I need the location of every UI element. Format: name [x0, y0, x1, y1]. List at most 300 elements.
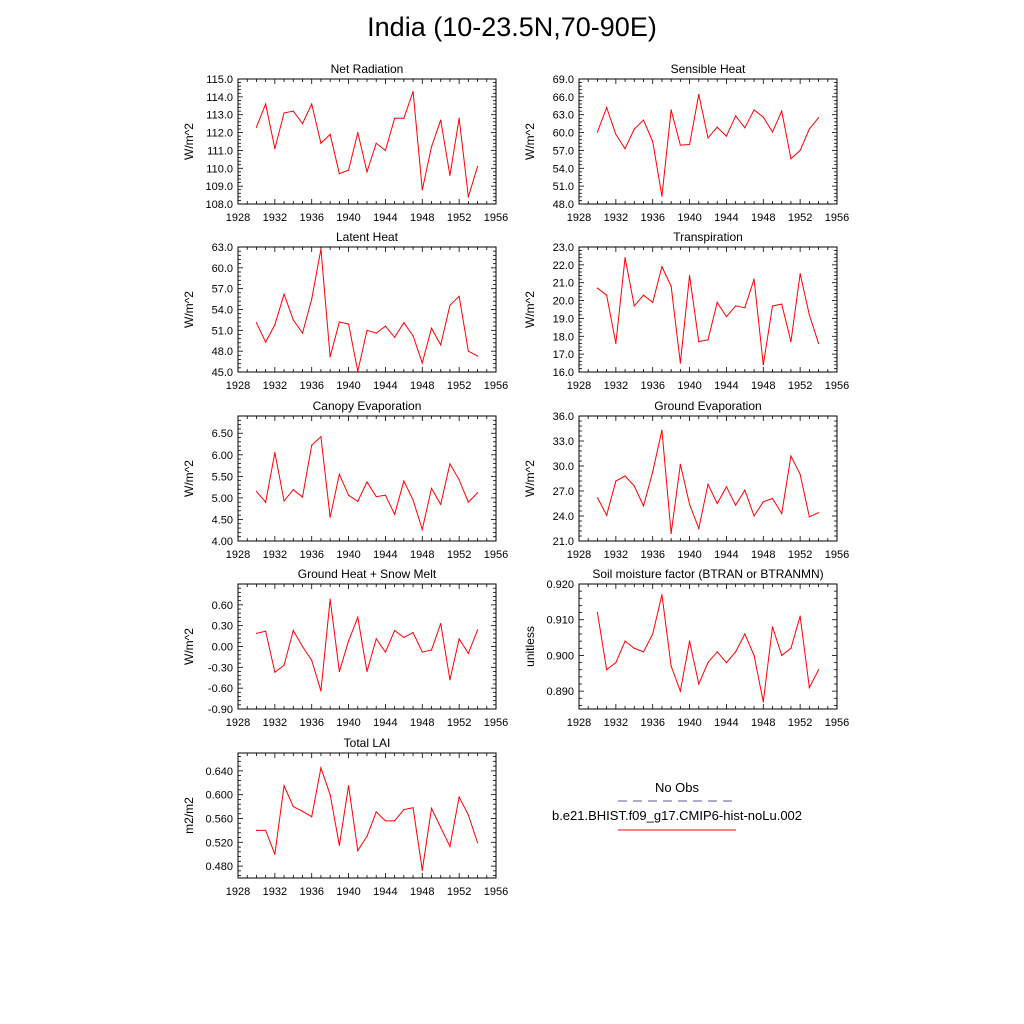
data-point — [394, 514, 395, 515]
panel-title: Canopy Evaporation — [312, 399, 422, 413]
y-tick-label: 6.00 — [211, 449, 233, 462]
data-point — [652, 633, 653, 634]
series-line — [597, 94, 818, 196]
data-point — [376, 638, 377, 639]
y-tick-label: 16.0 — [552, 367, 574, 379]
data-point — [330, 517, 331, 518]
data-point — [311, 816, 312, 817]
data-point — [403, 118, 404, 119]
x-tick-label: 1932 — [262, 886, 288, 898]
data-point — [606, 107, 607, 108]
x-tick-label: 1956 — [483, 886, 509, 898]
plot-frame — [579, 416, 837, 541]
panel-title: Soil moisture factor (BTRAN or BTRANMN) — [592, 567, 824, 581]
y-axis-label: W/m^2 — [523, 460, 537, 497]
x-tick-label: 1932 — [603, 212, 629, 224]
data-point — [800, 474, 801, 475]
data-point — [753, 109, 754, 110]
data-point — [689, 144, 690, 145]
plot-frame — [579, 79, 837, 204]
data-point — [403, 637, 404, 638]
plot-frame — [238, 416, 496, 541]
data-point — [385, 326, 386, 327]
x-tick-label: 1948 — [751, 380, 776, 392]
x-tick-label: 1928 — [225, 380, 251, 392]
x-tick-label: 1936 — [640, 212, 665, 224]
y-axis-label: m2/m2 — [182, 797, 196, 834]
data-point — [707, 484, 708, 485]
data-point — [311, 298, 312, 299]
data-point — [698, 683, 699, 684]
data-point — [717, 302, 718, 303]
x-tick-label: 1956 — [824, 380, 850, 392]
data-point — [348, 323, 349, 324]
y-axis-label: W/m^2 — [182, 123, 196, 160]
y-tick-label: 66.0 — [552, 91, 574, 104]
data-point — [394, 118, 395, 119]
x-tick-label: 1936 — [640, 717, 665, 729]
x-tick-label: 1948 — [751, 212, 776, 224]
data-point — [597, 497, 598, 498]
data-point — [385, 150, 386, 151]
data-point — [385, 820, 386, 821]
data-point — [320, 143, 321, 144]
y-tick-label: 0.00 — [211, 641, 233, 654]
x-tick-label: 1944 — [714, 380, 739, 392]
data-point — [366, 481, 367, 482]
data-point — [449, 175, 450, 176]
data-point — [818, 117, 819, 118]
panel-title: Sensible Heat — [670, 62, 746, 76]
data-point — [283, 112, 284, 113]
data-point — [265, 342, 266, 343]
y-tick-label: 27.0 — [552, 486, 574, 498]
x-tick-label: 1940 — [336, 886, 361, 898]
data-point — [274, 854, 275, 855]
x-tick-label: 1952 — [446, 212, 472, 224]
y-tick-label: 51.0 — [211, 325, 233, 338]
y-tick-label: 60.0 — [552, 127, 574, 140]
x-tick-label: 1952 — [446, 380, 472, 392]
legend — [552, 780, 802, 830]
data-point — [302, 811, 303, 812]
data-point — [735, 651, 736, 652]
series-line — [256, 437, 477, 530]
x-tick-label: 1936 — [640, 549, 665, 561]
x-tick-label: 1936 — [299, 717, 324, 729]
x-tick-label: 1940 — [677, 380, 702, 392]
y-tick-label: 115.0 — [206, 74, 233, 86]
data-point — [256, 491, 257, 492]
y-axis-label: W/m^2 — [182, 291, 196, 328]
data-point — [274, 148, 275, 149]
data-point — [753, 515, 754, 516]
y-tick-label: 36.0 — [552, 411, 574, 423]
data-point — [422, 189, 423, 190]
y-tick-label: 69.0 — [552, 74, 574, 86]
x-tick-label: 1932 — [262, 549, 288, 561]
data-point — [781, 111, 782, 112]
x-tick-label: 1940 — [677, 212, 702, 224]
x-tick-label: 1944 — [714, 549, 739, 561]
data-point — [339, 321, 340, 322]
y-tick-label: 0.560 — [205, 813, 233, 826]
data-point — [320, 767, 321, 768]
data-point — [449, 846, 450, 847]
data-point — [717, 503, 718, 504]
y-tick-label: 113.0 — [206, 109, 233, 122]
data-point — [689, 275, 690, 276]
data-point — [412, 807, 413, 808]
x-tick-label: 1948 — [410, 549, 435, 561]
x-tick-label: 1948 — [751, 549, 776, 561]
data-point — [477, 492, 478, 493]
data-point — [274, 452, 275, 453]
series-line — [256, 768, 477, 870]
x-tick-label: 1944 — [373, 380, 398, 392]
data-point — [330, 599, 331, 600]
data-point — [394, 337, 395, 338]
y-tick-label: 0.480 — [205, 861, 233, 874]
x-tick-label: 1952 — [787, 380, 813, 392]
data-point — [634, 305, 635, 306]
data-point — [689, 504, 690, 505]
y-axis-label: W/m^2 — [523, 123, 537, 160]
data-point — [403, 809, 404, 810]
y-tick-label: -0.90 — [207, 704, 233, 716]
series-line — [597, 258, 818, 365]
y-tick-label: 63.0 — [552, 109, 574, 122]
y-tick-label: 45.0 — [211, 367, 233, 379]
data-point — [376, 143, 377, 144]
data-point — [330, 134, 331, 135]
data-point — [293, 111, 294, 112]
panel-4 — [182, 399, 508, 561]
panel-title: Ground Evaporation — [654, 399, 762, 413]
y-tick-label: 24.0 — [552, 511, 574, 523]
data-point — [634, 128, 635, 129]
data-point — [302, 646, 303, 647]
data-point — [477, 842, 478, 843]
legend-obs-label: No Obs — [654, 780, 700, 795]
data-point — [283, 785, 284, 786]
y-tick-label: 54.0 — [211, 304, 233, 317]
y-tick-label: 109.0 — [205, 181, 233, 194]
x-tick-label: 1932 — [262, 717, 288, 729]
data-point — [707, 662, 708, 663]
data-point — [394, 820, 395, 821]
panel-6 — [182, 567, 508, 729]
data-point — [265, 103, 266, 104]
data-point — [440, 344, 441, 345]
plot-frame — [238, 247, 496, 372]
x-tick-label: 1956 — [824, 212, 850, 224]
data-point — [293, 319, 294, 320]
x-tick-label: 1932 — [603, 549, 629, 561]
data-point — [597, 287, 598, 288]
data-point — [311, 660, 312, 661]
data-point — [744, 307, 745, 308]
data-point — [320, 436, 321, 437]
x-tick-label: 1936 — [640, 380, 665, 392]
x-tick-label: 1928 — [225, 886, 251, 898]
data-point — [348, 640, 349, 641]
x-tick-label: 1940 — [336, 212, 361, 224]
x-tick-label: 1956 — [824, 549, 850, 561]
data-point — [680, 691, 681, 692]
y-tick-label: -0.30 — [207, 662, 233, 675]
data-point — [643, 651, 644, 652]
data-point — [293, 489, 294, 490]
data-point — [376, 811, 377, 812]
data-point — [652, 302, 653, 303]
data-point — [624, 148, 625, 149]
data-point — [459, 296, 460, 297]
data-point — [643, 505, 644, 506]
y-tick-label: 21.0 — [552, 277, 574, 290]
data-point — [366, 171, 367, 172]
y-tick-label: 19.0 — [552, 313, 574, 326]
data-point — [348, 785, 349, 786]
data-point — [449, 305, 450, 306]
plot-frame — [579, 247, 837, 372]
data-point — [772, 305, 773, 306]
panel-5 — [523, 399, 849, 561]
data-point — [477, 355, 478, 356]
y-tick-label: 54.0 — [552, 163, 574, 176]
x-tick-label: 1928 — [566, 549, 592, 561]
data-point — [772, 131, 773, 132]
data-point — [274, 672, 275, 673]
data-point — [717, 127, 718, 128]
y-tick-label: 114.0 — [206, 91, 233, 104]
data-point — [385, 651, 386, 652]
data-point — [717, 651, 718, 652]
data-point — [744, 127, 745, 128]
data-point — [818, 343, 819, 344]
series-line — [256, 92, 477, 197]
data-point — [256, 127, 257, 128]
data-point — [781, 304, 782, 305]
data-point — [330, 794, 331, 795]
data-point — [818, 512, 819, 513]
data-point — [449, 679, 450, 680]
data-point — [707, 339, 708, 340]
data-point — [477, 629, 478, 630]
data-point — [615, 480, 616, 481]
x-tick-label: 1936 — [299, 549, 324, 561]
data-point — [698, 528, 699, 529]
y-axis-label: W/m^2 — [523, 291, 537, 328]
x-tick-label: 1940 — [336, 717, 361, 729]
x-tick-label: 1928 — [225, 212, 251, 224]
data-point — [597, 131, 598, 132]
data-point — [394, 630, 395, 631]
data-point — [422, 870, 423, 871]
panel-8 — [182, 736, 508, 898]
x-tick-label: 1936 — [299, 380, 324, 392]
data-point — [459, 796, 460, 797]
x-tick-label: 1928 — [566, 380, 592, 392]
y-tick-label: 33.0 — [552, 436, 574, 448]
data-point — [431, 808, 432, 809]
data-point — [431, 328, 432, 329]
y-tick-label: 0.900 — [546, 650, 574, 663]
y-tick-label: 0.30 — [211, 620, 233, 633]
data-point — [818, 669, 819, 670]
data-point — [440, 623, 441, 624]
x-tick-label: 1952 — [787, 212, 813, 224]
page-title: India (10-23.5N,70-90E) — [367, 12, 657, 42]
data-point — [274, 324, 275, 325]
data-point — [293, 630, 294, 631]
y-tick-label: 63.0 — [211, 242, 233, 254]
data-point — [376, 496, 377, 497]
data-point — [753, 279, 754, 280]
data-point — [643, 295, 644, 296]
data-point — [366, 671, 367, 672]
x-tick-label: 1948 — [410, 212, 435, 224]
data-point — [809, 687, 810, 688]
data-point — [698, 94, 699, 95]
y-tick-label: 108.0 — [205, 199, 233, 211]
data-point — [431, 488, 432, 489]
x-tick-label: 1944 — [714, 212, 739, 224]
data-point — [468, 351, 469, 352]
x-tick-label: 1928 — [566, 717, 592, 729]
y-tick-label: 112.0 — [206, 127, 233, 140]
data-point — [680, 362, 681, 363]
panel-0 — [182, 62, 508, 224]
data-point — [744, 633, 745, 634]
data-point — [302, 333, 303, 334]
y-tick-label: 30.0 — [552, 461, 574, 473]
data-point — [265, 502, 266, 503]
data-point — [698, 341, 699, 342]
data-point — [809, 128, 810, 129]
data-point — [265, 631, 266, 632]
x-tick-label: 1956 — [483, 212, 509, 224]
data-point — [422, 529, 423, 530]
data-point — [597, 612, 598, 613]
x-tick-label: 1936 — [299, 212, 324, 224]
data-point — [468, 196, 469, 197]
data-point — [615, 134, 616, 135]
data-point — [283, 294, 284, 295]
data-point — [763, 364, 764, 365]
x-tick-label: 1944 — [373, 212, 398, 224]
x-tick-label: 1944 — [373, 549, 398, 561]
y-axis-label: W/m^2 — [182, 460, 196, 497]
y-tick-label: 60.0 — [211, 262, 233, 275]
panel-title: Net Radiation — [330, 62, 404, 76]
data-point — [440, 119, 441, 120]
x-tick-label: 1940 — [677, 549, 702, 561]
data-point — [671, 109, 672, 110]
y-tick-label: 4.00 — [211, 536, 233, 548]
y-tick-label: 5.50 — [211, 471, 233, 484]
y-tick-label: 0.640 — [205, 765, 233, 778]
x-tick-label: 1932 — [603, 380, 629, 392]
y-tick-label: 51.0 — [552, 181, 574, 194]
x-tick-label: 1948 — [410, 886, 435, 898]
data-point — [320, 248, 321, 249]
plot-frame — [579, 584, 837, 709]
panel-3 — [523, 230, 849, 392]
data-point — [680, 464, 681, 465]
data-point — [661, 196, 662, 197]
data-point — [800, 150, 801, 151]
data-point — [661, 266, 662, 267]
data-point — [781, 655, 782, 656]
x-tick-label: 1944 — [714, 717, 739, 729]
data-point — [412, 91, 413, 92]
x-tick-label: 1940 — [336, 380, 361, 392]
data-point — [357, 850, 358, 851]
y-tick-label: 0.60 — [211, 599, 233, 612]
data-point — [357, 371, 358, 372]
data-point — [615, 343, 616, 344]
x-tick-label: 1956 — [824, 717, 850, 729]
data-point — [744, 490, 745, 491]
panel-1 — [523, 62, 849, 224]
y-tick-label: 0.520 — [205, 837, 233, 850]
data-point — [357, 617, 358, 618]
data-point — [680, 144, 681, 145]
panel-title: Transpiration — [673, 230, 743, 244]
x-tick-label: 1948 — [410, 380, 435, 392]
y-tick-label: 48.0 — [211, 346, 233, 359]
data-point — [661, 594, 662, 595]
data-point — [477, 166, 478, 167]
data-point — [606, 669, 607, 670]
x-tick-label: 1956 — [483, 380, 509, 392]
data-point — [726, 136, 727, 137]
data-point — [431, 146, 432, 147]
y-tick-label: -0.60 — [207, 683, 233, 696]
data-point — [707, 137, 708, 138]
data-point — [385, 495, 386, 496]
data-point — [357, 501, 358, 502]
data-point — [348, 495, 349, 496]
x-tick-label: 1952 — [787, 549, 813, 561]
data-point — [763, 501, 764, 502]
data-point — [735, 505, 736, 506]
data-point — [726, 486, 727, 487]
data-point — [431, 649, 432, 650]
data-point — [459, 638, 460, 639]
legend-model-label: b.e21.BHIST.f09_g17.CMIP6-hist-noLu.002 — [551, 808, 803, 823]
data-point — [735, 305, 736, 306]
data-point — [412, 499, 413, 500]
data-point — [339, 671, 340, 672]
data-point — [440, 827, 441, 828]
data-point — [293, 806, 294, 807]
data-point — [256, 633, 257, 634]
y-axis-label: unitless — [523, 626, 537, 667]
panel-title: Total LAI — [343, 736, 391, 750]
data-point — [671, 533, 672, 534]
y-axis-label: W/m^2 — [182, 628, 196, 665]
data-point — [449, 463, 450, 464]
y-tick-label: 111.0 — [207, 145, 233, 158]
series-line — [597, 430, 818, 533]
data-point — [412, 335, 413, 336]
data-point — [671, 286, 672, 287]
x-tick-label: 1944 — [373, 717, 398, 729]
y-tick-label: 4.50 — [211, 514, 233, 527]
data-point — [615, 662, 616, 663]
